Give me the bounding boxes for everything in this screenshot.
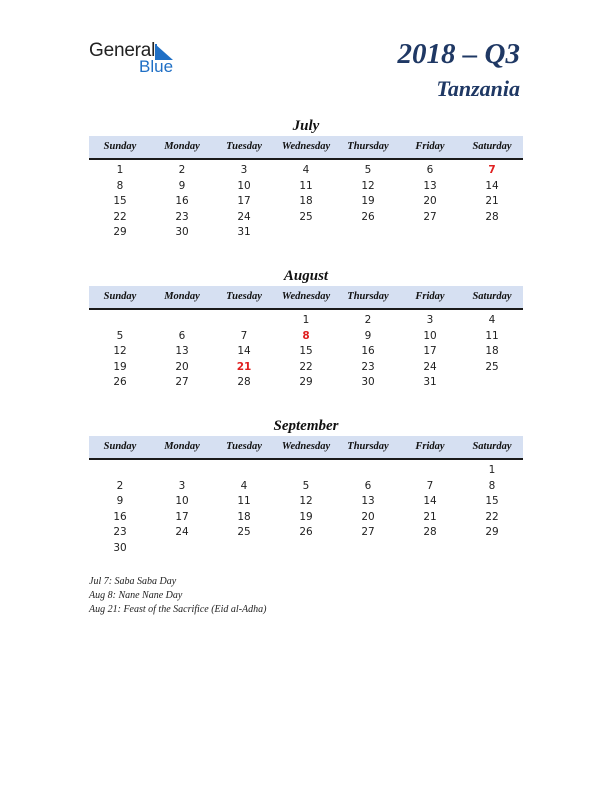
- day-cell: [461, 375, 523, 391]
- day-cell: 25: [299, 210, 313, 223]
- day-cell: [89, 313, 151, 329]
- day-cell: 9: [116, 495, 124, 507]
- holiday-notes: [89, 575, 266, 617]
- month-calendar: [89, 266, 523, 391]
- day-cell: 13: [423, 179, 437, 192]
- day-cell: 5: [302, 479, 310, 492]
- day-cell: 15: [485, 495, 499, 507]
- generalblue-logo: [89, 40, 199, 80]
- day-cell: 27: [175, 376, 189, 388]
- day-cell: 4: [488, 314, 496, 326]
- day-cell: [461, 225, 523, 241]
- day-cell: 28: [237, 376, 251, 388]
- day-cell: 20: [361, 510, 375, 523]
- weeks-grid: [89, 310, 523, 391]
- day-cell: [337, 541, 399, 557]
- day-cell: [213, 541, 275, 557]
- week-row: [89, 344, 523, 360]
- weekday-label: Sunday: [103, 291, 137, 302]
- day-cell: 5: [116, 329, 124, 342]
- day-cell: 26: [113, 376, 127, 388]
- day-cell: 22: [113, 210, 127, 223]
- month-name: July: [292, 118, 320, 134]
- day-cell: 23: [175, 210, 189, 223]
- weekday-label: Tuesday: [226, 441, 262, 452]
- week-row: [89, 225, 523, 241]
- day-cell: 18: [299, 195, 313, 207]
- day-cell: 7: [240, 329, 248, 342]
- day-cell: [275, 225, 337, 241]
- day-cell: 8: [488, 479, 496, 492]
- day-cell: 27: [361, 526, 375, 538]
- day-cell: 13: [175, 345, 189, 357]
- day-cell: [337, 225, 399, 241]
- day-cell: 24: [423, 360, 437, 373]
- day-cell: 29: [113, 226, 127, 238]
- weekday-label: Thursday: [347, 291, 389, 302]
- day-cell: 2: [364, 314, 372, 326]
- weekday-label: Saturday: [472, 141, 512, 152]
- weekday-label: Friday: [415, 141, 445, 152]
- day-cell: 6: [364, 479, 372, 492]
- day-cell: 3: [426, 314, 434, 326]
- day-cell: 3: [240, 164, 248, 176]
- day-cell: [399, 541, 461, 557]
- day-cell: 16: [361, 345, 375, 357]
- holiday-day-cell: 8: [302, 329, 310, 342]
- weekday-label: Tuesday: [226, 291, 262, 302]
- day-cell: 12: [113, 345, 127, 357]
- weekday-label: Wednesday: [281, 141, 331, 152]
- day-cell: 16: [113, 510, 127, 523]
- week-row: [89, 510, 523, 526]
- weekday-header: [89, 136, 523, 160]
- day-cell: 15: [113, 195, 127, 207]
- weekday-label: Saturday: [472, 441, 512, 452]
- weekday-header: [89, 286, 523, 310]
- day-cell: 31: [423, 376, 437, 388]
- day-cell: 14: [237, 345, 251, 357]
- day-cell: 23: [113, 526, 127, 538]
- day-cell: 25: [485, 360, 499, 373]
- month-calendar: [89, 416, 523, 556]
- weekday-label: Sunday: [103, 441, 137, 452]
- day-cell: [89, 463, 151, 479]
- day-cell: 21: [423, 510, 437, 523]
- day-cell: [399, 463, 461, 479]
- week-row: [89, 194, 523, 210]
- week-row: [89, 313, 523, 329]
- day-cell: 10: [237, 179, 251, 192]
- day-cell: 30: [175, 226, 189, 238]
- weekday-label: Friday: [415, 291, 445, 302]
- day-cell: 12: [361, 179, 375, 192]
- weekday-label: Monday: [164, 141, 200, 152]
- weekday-label: Thursday: [347, 141, 389, 152]
- month-name: September: [273, 418, 339, 434]
- day-cell: 9: [178, 179, 186, 192]
- day-cell: [275, 541, 337, 557]
- logo-text-general: General: [89, 40, 156, 61]
- day-cell: 15: [299, 345, 313, 357]
- weekday-label: Wednesday: [281, 441, 331, 452]
- day-cell: 1: [116, 164, 124, 176]
- weekday-header: [89, 436, 523, 460]
- page-title: 2018 – Q3: [397, 38, 520, 70]
- day-cell: 22: [299, 360, 313, 373]
- day-cell: 26: [361, 210, 375, 223]
- day-cell: [461, 541, 523, 557]
- day-cell: 3: [178, 479, 186, 492]
- week-row: [89, 463, 523, 479]
- day-cell: [399, 225, 461, 241]
- day-cell: [337, 463, 399, 479]
- weekday-label: Friday: [415, 441, 445, 452]
- month-name: August: [283, 268, 329, 284]
- day-cell: 24: [237, 210, 251, 223]
- week-row: [89, 179, 523, 195]
- week-row: [89, 163, 523, 179]
- day-cell: 7: [426, 479, 434, 492]
- day-cell: 11: [237, 495, 251, 507]
- day-cell: 6: [426, 164, 434, 176]
- day-cell: 26: [299, 526, 313, 538]
- day-cell: 18: [485, 345, 499, 357]
- weekday-label: Monday: [164, 291, 200, 302]
- day-cell: 9: [364, 329, 372, 342]
- weekday-label: Tuesday: [226, 141, 262, 152]
- weekday-label: Saturday: [472, 291, 512, 302]
- weekday-label: Wednesday: [281, 291, 331, 302]
- day-cell: 10: [175, 495, 189, 507]
- day-cell: 17: [237, 195, 251, 207]
- day-cell: [213, 313, 275, 329]
- day-cell: 28: [485, 210, 499, 223]
- weeks-grid: [89, 460, 523, 556]
- week-row: [89, 329, 523, 345]
- day-cell: [275, 463, 337, 479]
- day-cell: 2: [116, 479, 124, 492]
- day-cell: 25: [237, 526, 251, 538]
- weekday-label: Thursday: [347, 441, 389, 452]
- day-cell: [151, 463, 213, 479]
- day-cell: 23: [361, 360, 375, 373]
- day-cell: 17: [423, 345, 437, 357]
- day-cell: 4: [302, 164, 310, 176]
- day-cell: 24: [175, 526, 189, 538]
- day-cell: 12: [299, 495, 313, 507]
- day-cell: 1: [488, 464, 496, 476]
- day-cell: 31: [237, 226, 251, 238]
- day-cell: 17: [175, 510, 189, 523]
- day-cell: [213, 463, 275, 479]
- holiday-note: Jul 7: Saba Saba Day: [89, 576, 177, 587]
- day-cell: 22: [485, 510, 499, 523]
- day-cell: 21: [485, 195, 499, 207]
- day-cell: 19: [113, 360, 127, 373]
- day-cell: 20: [175, 360, 189, 373]
- week-row: [89, 494, 523, 510]
- month-calendar: [89, 116, 523, 241]
- day-cell: 28: [423, 526, 437, 538]
- week-row: [89, 375, 523, 391]
- page-subtitle: Tanzania: [436, 76, 520, 101]
- holiday-day-cell: 21: [236, 360, 252, 373]
- day-cell: 6: [178, 329, 186, 342]
- day-cell: 29: [485, 526, 499, 538]
- day-cell: 11: [485, 329, 499, 342]
- day-cell: 20: [423, 195, 437, 207]
- weekday-label: Sunday: [103, 141, 137, 152]
- day-cell: 14: [423, 495, 437, 507]
- day-cell: 13: [361, 495, 375, 507]
- day-cell: 8: [116, 179, 124, 192]
- week-row: [89, 210, 523, 226]
- day-cell: [151, 541, 213, 557]
- holiday-note: Aug 8: Nane Nane Day: [89, 590, 183, 601]
- logo-text-blue: Blue: [139, 57, 174, 76]
- holiday-day-cell: 7: [488, 164, 496, 176]
- day-cell: 14: [485, 179, 499, 192]
- day-cell: 4: [240, 479, 248, 492]
- week-row: [89, 525, 523, 541]
- day-cell: 16: [175, 195, 189, 207]
- week-row: [89, 360, 523, 376]
- day-cell: 2: [178, 164, 186, 176]
- day-cell: 30: [361, 376, 375, 388]
- day-cell: 10: [423, 329, 437, 342]
- day-cell: 19: [299, 510, 313, 523]
- day-cell: [151, 313, 213, 329]
- week-row: [89, 479, 523, 495]
- day-cell: 1: [302, 314, 310, 326]
- day-cell: 19: [361, 195, 375, 207]
- day-cell: 5: [364, 164, 372, 176]
- day-cell: 18: [237, 510, 251, 523]
- day-cell: 27: [423, 210, 437, 223]
- day-cell: 29: [299, 376, 313, 388]
- weeks-grid: [89, 160, 523, 241]
- week-row: [89, 541, 523, 557]
- weekday-label: Monday: [164, 441, 200, 452]
- day-cell: 30: [113, 541, 127, 554]
- holiday-note: Aug 21: Feast of the Sacrifice (Eid al-Adha): [89, 604, 267, 615]
- day-cell: 11: [299, 179, 313, 192]
